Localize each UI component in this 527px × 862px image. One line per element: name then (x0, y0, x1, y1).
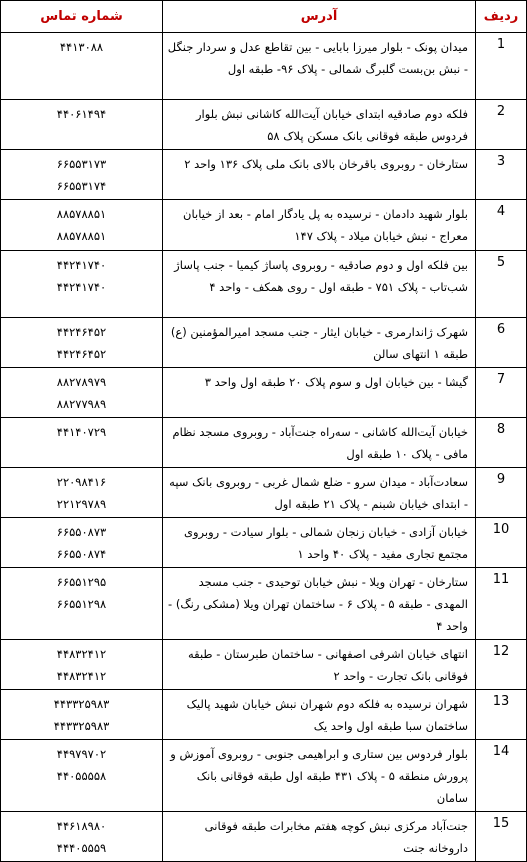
header-index: ردیف (476, 1, 527, 33)
row-index: 8 (476, 418, 527, 468)
row-index: 1 (476, 33, 527, 100)
row-phones (1, 740, 163, 812)
row-index: 5 (476, 251, 527, 318)
row-phones (1, 468, 163, 518)
table-row (1, 568, 527, 640)
phone-number: ۸۸۲۷۷۹۸۹ (56, 397, 107, 411)
row-phones (1, 640, 163, 690)
table-row (1, 690, 527, 740)
phone-number: ۶۶۵۵۳۱۷۴ (56, 179, 107, 193)
row-address: میدان پونک - بلوار میرزا بابایی - بین تقاطع عدل و سردار جنگل - نبش بن‌بست گلبرگ شمالی - پلاک ۹۶- طبقه اول (163, 33, 476, 100)
phone-number: ۴۴۹۷۹۷۰۲ (56, 747, 107, 761)
phone-number: ۴۴۱۳۰۸۸ (59, 40, 104, 54)
row-phones (1, 251, 163, 318)
phone-number: ۶۶۵۵۰۸۷۳ (56, 525, 107, 539)
row-index: 9 (476, 468, 527, 518)
row-index: 15 (476, 812, 527, 862)
phone-number: ۴۴۲۴۱۷۴۰ (56, 258, 107, 272)
phone-number: ۴۴۲۴۶۴۵۲ (56, 325, 107, 339)
phone-number: ۴۴۱۴۰۷۲۹ (56, 425, 107, 439)
row-phones (1, 150, 163, 200)
row-index: 11 (476, 568, 527, 640)
row-address: سعادت‌آباد - میدان سرو - ضلع شمال غربی - روبروی بانک سپه - ابتدای خیابان شبنم - پلاک ۲۱ طبقه اول (163, 468, 476, 518)
row-address: خیابان آیت‌الله کاشانی - سه‌راه جنت‌آباد - روبروی مسجد نظام مافی - پلاک ۱۰ طبقه اول (163, 418, 476, 468)
row-phones (1, 518, 163, 568)
row-phones (1, 812, 163, 862)
row-index: 7 (476, 368, 527, 418)
row-phones (1, 33, 163, 100)
table-row (1, 740, 527, 812)
phone-number: ۶۶۵۵۱۲۹۵ (56, 575, 107, 589)
row-address: شهرک ژاندارمری - خیابان ایثار - جنب مسجد امیرالمؤمنین (ع) طبقه ۱ انتهای سالن (163, 318, 476, 368)
table-row (1, 518, 527, 568)
row-phones (1, 368, 163, 418)
table-row (1, 33, 527, 100)
phone-number: ۴۴۸۳۲۴۱۲ (56, 669, 107, 683)
table-row (1, 200, 527, 251)
table-row (1, 812, 527, 862)
row-address: شهران نرسیده به فلکه دوم شهران نبش خیابان شهید پالیک ساختمان سبا طبقه اول واحد یک (163, 690, 476, 740)
table-row (1, 100, 527, 150)
phone-number: ۴۴۲۴۱۷۴۰ (56, 280, 107, 294)
table-row (1, 368, 527, 418)
row-index: 12 (476, 640, 527, 690)
table-row (1, 251, 527, 318)
phone-number: ۴۴۳۳۲۵۹۸۳ (53, 697, 110, 711)
row-address: ستارخان - روبروی باقرخان بالای بانک ملی پلاک ۱۳۶ واحد ۲ (163, 150, 476, 200)
phone-number: ۴۴۰۵۵۵۵۸ (56, 769, 107, 783)
row-address: بلوار فردوس بین ستاری و ابراهیمی جنوبی - روبروی آموزش و پرورش منطقه ۵ - پلاک ۴۳۱ طبقه اول طبقه فوقانی بانک سامان (163, 740, 476, 812)
row-address: انتهای خیابان اشرفی اصفهانی - ساختمان طبرستان - طبقه فوقانی بانک تجارت - واحد ۲ (163, 640, 476, 690)
row-index: 3 (476, 150, 527, 200)
phone-number: ۲۲۰۹۸۴۱۶ (56, 475, 107, 489)
row-phones (1, 318, 163, 368)
phone-number: ۶۶۵۵۳۱۷۳ (56, 157, 107, 171)
phone-number: ۲۲۱۲۹۷۸۹ (56, 497, 107, 511)
row-index: 13 (476, 690, 527, 740)
phone-number: ۴۴۳۳۲۵۹۸۳ (53, 719, 110, 733)
row-address: جنت‌آباد مرکزی نبش کوچه هفتم مخابرات طبقه فوقانی داروخانه جنت (163, 812, 476, 862)
phone-number: ۸۸۲۷۸۹۷۹ (56, 375, 107, 389)
table-row (1, 640, 527, 690)
row-address: ستارخان - تهران ویلا - نبش خیابان توحیدی - جنب مسجد المهدی - طبقه ۵ - پلاک ۶ - ساختمان تهران ویلا (مشکی رنگ) - واحد ۴ (163, 568, 476, 640)
row-index: 2 (476, 100, 527, 150)
table-row (1, 468, 527, 518)
row-address: خیابان آزادی - خیابان زنجان شمالی - بلوار سیادت - روبروی مجتمع تجاری مفید - پلاک ۴۰ واحد ۱ (163, 518, 476, 568)
row-address: فلکه دوم صادقیه ابتدای خیابان آیت‌الله کاشانی نبش بلوار فردوس طبقه فوقانی بانک مسکن پلاک ۵۸ (163, 100, 476, 150)
table-header-row (1, 1, 527, 33)
phone-number: ۴۴۴۰۵۵۵۹ (56, 841, 107, 855)
row-index: 6 (476, 318, 527, 368)
row-phones (1, 100, 163, 150)
table-row (1, 150, 527, 200)
row-phones (1, 418, 163, 468)
phone-number: ۶۶۵۵۱۲۹۸ (56, 597, 107, 611)
row-address: گیشا - بین خیابان اول و سوم پلاک ۲۰ طبقه اول واحد ۳ (163, 368, 476, 418)
phone-number: ۸۸۵۷۸۸۵۱ (56, 207, 107, 221)
row-phones (1, 690, 163, 740)
table-row (1, 318, 527, 368)
phone-number: ۴۴۶۱۸۹۸۰ (56, 819, 107, 833)
row-index: 14 (476, 740, 527, 812)
header-address: آدرس (163, 1, 476, 33)
phone-number: ۴۴۰۶۱۴۹۴ (56, 107, 107, 121)
row-address: بین فلکه اول و دوم صادقیه - روبروی پاساژ کیمیا - جنب پاساژ شب‌تاب - پلاک ۷۵۱ - طبقه اول - روی همکف - واحد ۴ (163, 251, 476, 318)
phone-number: ۸۸۵۷۸۸۵۱ (56, 229, 107, 243)
row-index: 4 (476, 200, 527, 251)
row-index: 10 (476, 518, 527, 568)
phone-number: ۴۴۸۳۲۴۱۲ (56, 647, 107, 661)
row-phones (1, 568, 163, 640)
row-phones (1, 200, 163, 251)
phone-number: ۴۴۲۴۶۴۵۲ (56, 347, 107, 361)
table-row (1, 418, 527, 468)
phone-number: ۶۶۵۵۰۸۷۴ (56, 547, 107, 561)
row-address: بلوار شهید دادمان - نرسیده به پل یادگار امام - بعد از خیابان معراج - نبش خیابان میلاد - پلاک ۱۴۷ (163, 200, 476, 251)
header-phone: شماره تماس (1, 1, 163, 33)
